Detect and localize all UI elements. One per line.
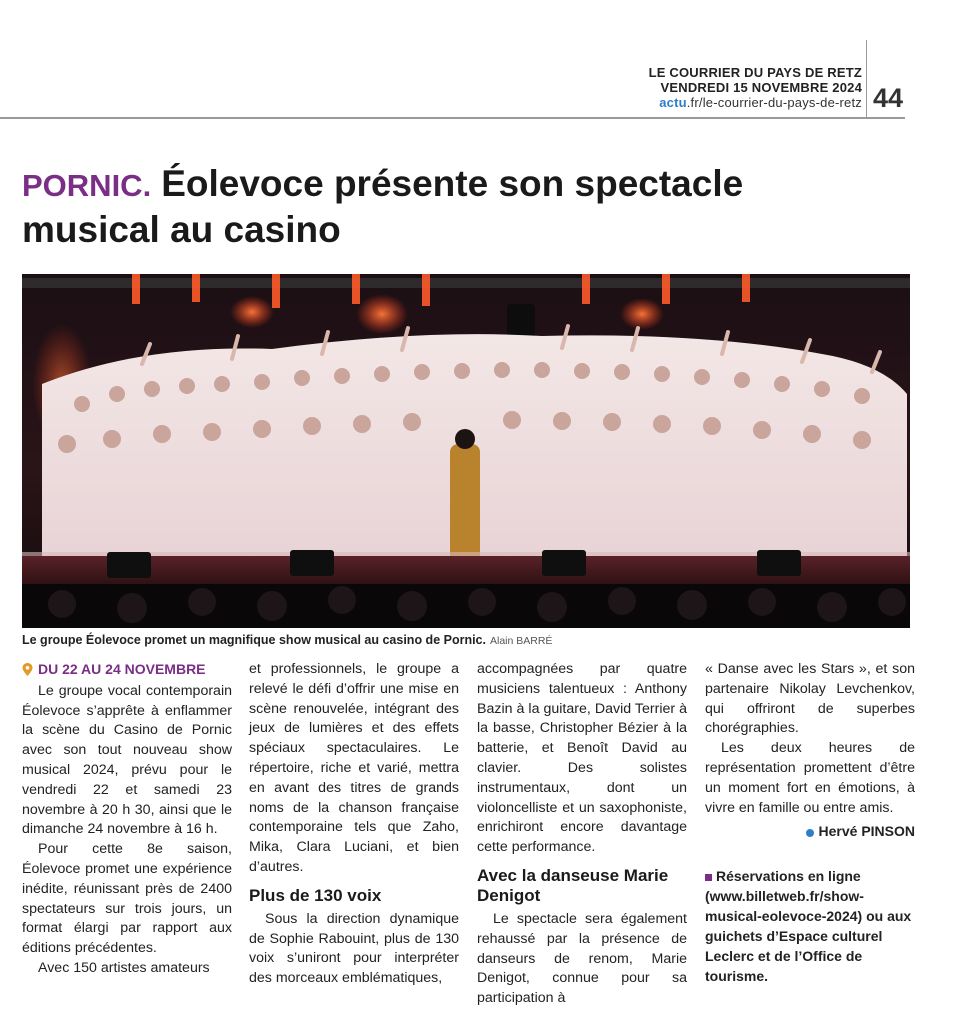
- publication-info: [649, 65, 862, 110]
- article-column-3: [477, 660, 687, 1009]
- photo-credit: Alain BARRÉ: [489, 635, 553, 647]
- publication-url[interactable]: [649, 95, 862, 110]
- paragraph: Pour cette 8e saison, Éolevoce promet une expérience inédite, réunissant près de 2400 spectateurs sur trois jours, un format élargi par rapport aux éditions précédentes.: [22, 841, 232, 957]
- subheading: Plus de 130 voix: [249, 885, 382, 905]
- paragraph: accompagnées par quatre musiciens talentueux : Anthony Bazin à la guitare, David Terrier à la basse, Christopher Bézier à la batterie, et Benoît David au clavier. Des solistes instrumentaux, dont un violoncelliste et un saxophoniste, enrichiront encore davantage cette performance.: [477, 661, 687, 856]
- photo-caption: [22, 633, 910, 647]
- square-bullet-icon: [705, 874, 712, 881]
- author-name: Hervé PINSON: [818, 823, 915, 840]
- issue-date: VENDREDI 15 NOVEMBRE 2024: [660, 80, 862, 95]
- reservations-box: [705, 866, 915, 986]
- publication-name: LE COURRIER DU PAYS DE RETZ: [648, 65, 862, 80]
- bullet-dot-icon: [806, 829, 814, 837]
- article-column-1: [22, 660, 232, 979]
- url-path: .fr/le-courrier-du-pays-de-retz: [686, 95, 862, 110]
- caption-text: Le groupe Éolevoce promet un magnifique show musical au casino de Pornic.: [22, 633, 486, 647]
- page-number: 44: [873, 83, 904, 113]
- event-dateline: [22, 660, 232, 680]
- article-headline: [22, 162, 882, 252]
- article-column-4: [705, 660, 915, 986]
- headline-title: Éolevoce présente son spectacle musical au casino: [22, 163, 744, 250]
- paragraph: et professionnels, le groupe a relevé le défi d’offrir une mise en scène renouvelée, intégrant des jeux de lumières et des effets spéciaux spectaculaires. Le répertoire, riche et varié, mettra en avant des titres de grands noms de la chanson française contemporaine tels que Zaho, Mika, Clara Luciani, et bien d’autres.: [249, 661, 459, 875]
- paragraph: Le groupe vocal contemporain Éolevoce s’apprête à enflammer la scène du Casino de Pornic avec son tout nouveau show musical 2024, prévu pour le vendredi 22 et samedi 23 novembre à 20 h 30, ainsi que le dimanche 24 novembre à 16 h.: [22, 682, 232, 838]
- reservations-text: Réservations en ligne (www.billetweb.fr/show-musical-eolevoce-2024) ou aux guichets d’Espace culturel Leclerc et de l’Office de tourisme.: [705, 868, 912, 985]
- headline-kicker: PORNIC.: [22, 168, 152, 203]
- article-column-2: [249, 660, 459, 989]
- masthead-divider: [866, 40, 867, 119]
- location-pin-icon: [22, 663, 33, 676]
- paragraph: Le spectacle sera également rehaussé par la présence de danseurs de renom, Marie Denigot, connue pour sa participation à: [477, 910, 687, 1007]
- url-brand: actu: [659, 95, 687, 110]
- choir-stage-photo: [22, 274, 910, 628]
- dateline-text: DU 22 AU 24 NOVEMBRE: [38, 661, 206, 677]
- subheading: Avec la danseuse Marie Denigot: [477, 865, 669, 905]
- author-byline: [705, 822, 915, 842]
- paragraph: Avec 150 artistes amateurs: [38, 959, 210, 976]
- paragraph: « Danse avec les Stars », et son partenaire Nikolay Levchenkov, qui offriront de superbes chorégraphies.: [705, 661, 915, 737]
- paragraph: Sous la direction dynamique de Sophie Rabouint, plus de 130 voix s’uniront pour interpréter des morceaux emblématiques,: [249, 910, 459, 987]
- paragraph: Les deux heures de représentation promettent d’être un moment fort en émotions, à vivre en famille ou entre amis.: [705, 740, 915, 816]
- header-rule: [0, 117, 905, 119]
